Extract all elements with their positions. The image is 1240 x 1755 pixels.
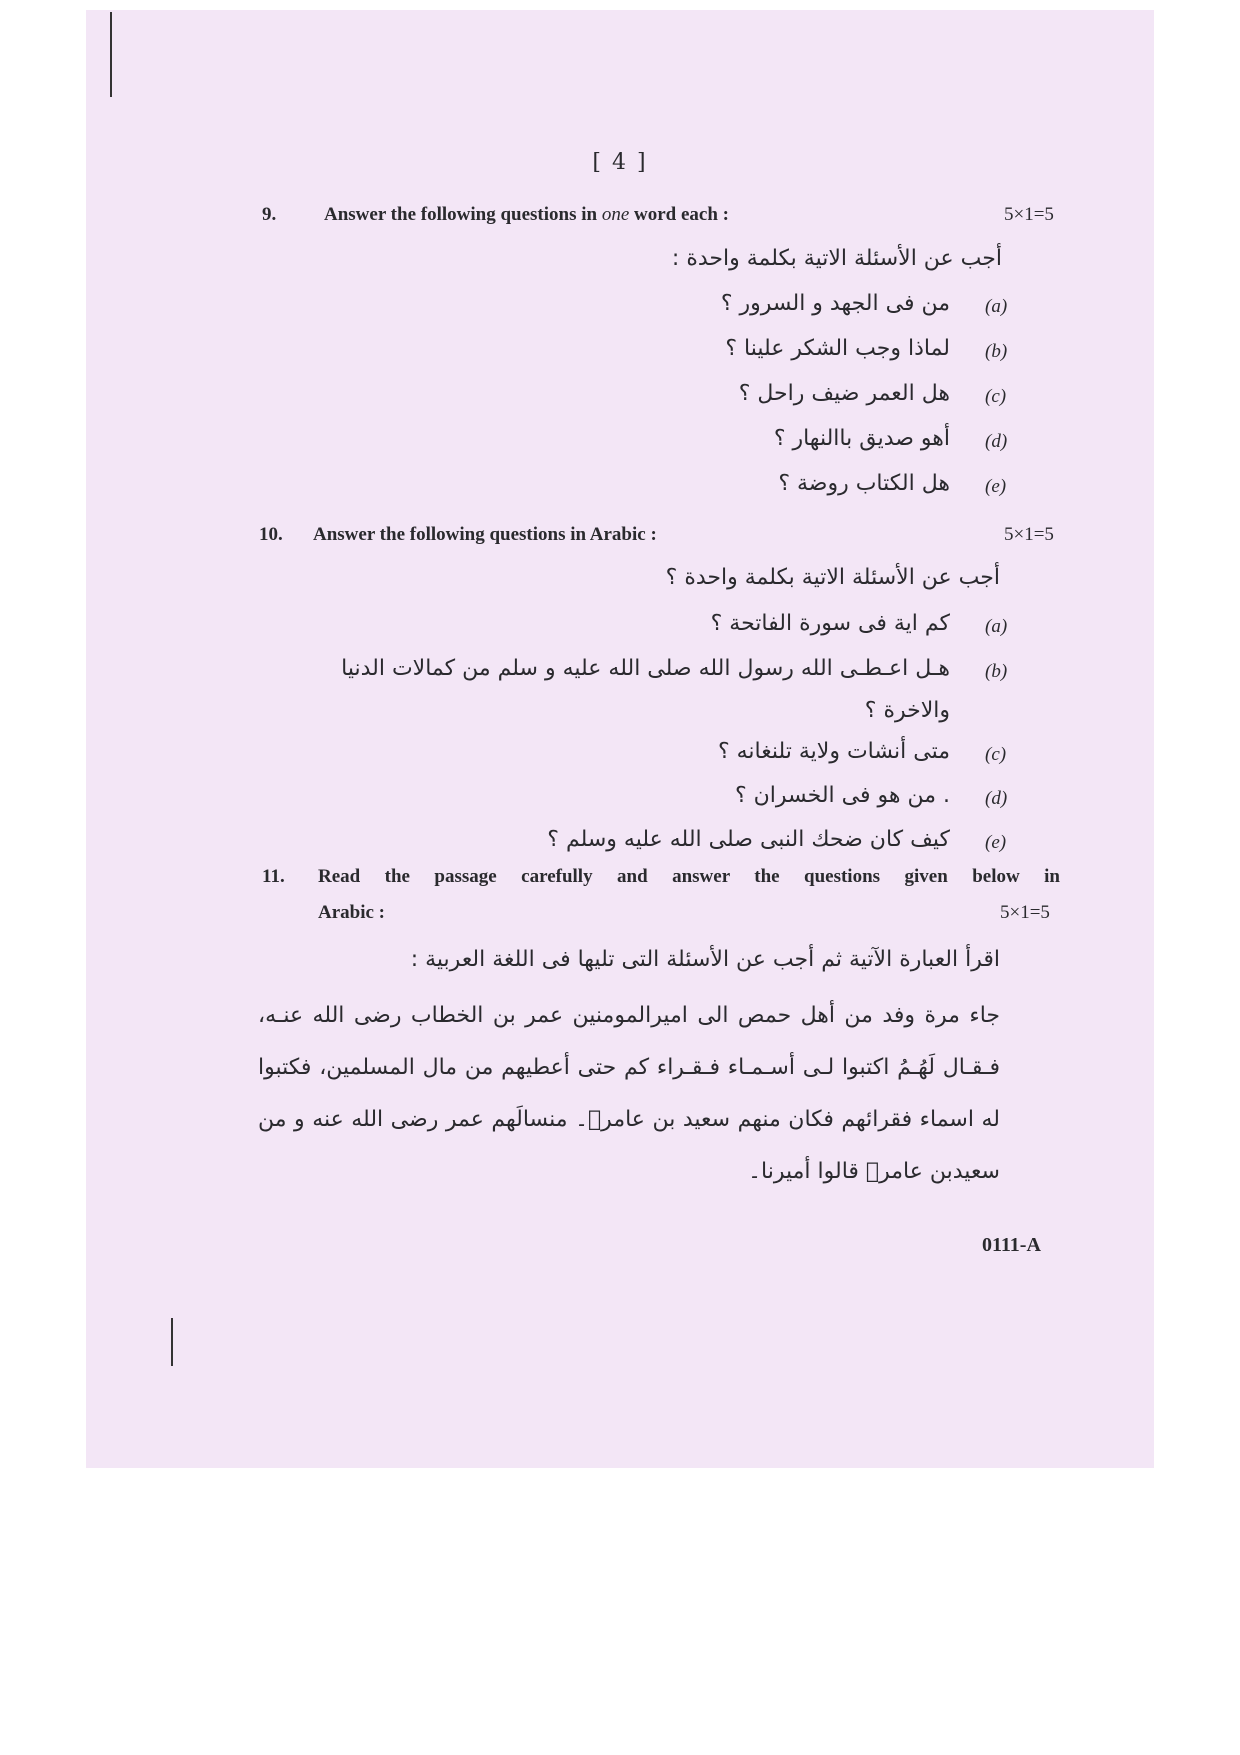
- q11-marks: 5×1=5: [1000, 902, 1050, 923]
- q10-item-b-text: هـل اعـطـى الله رسول الله صلى الله عليه و سلم من كمالات الدنيا: [341, 656, 950, 681]
- q11-number: 11.: [262, 866, 285, 887]
- q9-item-a-label: (a): [985, 296, 1008, 317]
- q9-item-c-text: هل العمر ضيف راحل ؟: [738, 381, 950, 406]
- q11-instruction-line1: Read the passage carefully and answer the questions given below in: [318, 866, 1060, 887]
- q10-item-a-label: (a): [985, 616, 1008, 637]
- q10-number: 10.: [259, 524, 283, 545]
- q10-item-d-text: . من هو فى الخسران ؟: [734, 783, 950, 808]
- q9-arabic-instruction: أجب عن الأسئلة الاتية بكلمة واحدة :: [671, 246, 1002, 271]
- q10-item-d-label: (d): [985, 788, 1008, 809]
- q9-item-d-label: (d): [985, 431, 1008, 452]
- q11-instruction-line2: Arabic :: [318, 902, 386, 923]
- page-number: [ 4 ]: [592, 150, 648, 175]
- q9-item-b-label: (b): [985, 341, 1008, 362]
- paper-code: 0111-A: [982, 1234, 1041, 1256]
- q10-item-a-text: كم اية فى سورة الفاتحة ؟: [710, 611, 950, 636]
- q11-passage: جاء مرة وفد من أهل حمص الى اميرالمومنين عمر بن الخطاب رضى الله عنـه، فـقـال لَهُـمُ اكتبوا لـى أسـمـاء فـقـراء كم حتى أعطيهم من مال المسلمين، فكتبوا له اسماء فقرائهم فكان منهم سعيد بن عامرؓ۔ منسالَهم عمر رضى الله عنه و من سعيدبن عامرؓ قالوا أميرنا۔: [258, 1003, 1000, 1184]
- q9-item-a-text: من فى الجهد و السرور ؟: [720, 291, 950, 316]
- q9-item-d-text: أهو صديق باالنهار ؟: [773, 426, 950, 451]
- q10-item-e-text: كيف كان ضحك النبى صلى الله عليه وسلم ؟: [547, 827, 950, 852]
- q10-instruction: Answer the following questions in Arabic :: [313, 524, 657, 545]
- q11-arabic-instruction: اقرأ العبارة الآتية ثم أجب عن الأسئلة التى تليها فى اللغة العربية :: [410, 947, 1000, 972]
- q9-marks: 5×1=5: [1004, 204, 1054, 225]
- scan-edge-line: [110, 12, 112, 97]
- q10-item-c-text: متى أنشات ولاية تلنغانه ؟: [717, 739, 950, 764]
- q10-marks: 5×1=5: [1004, 524, 1054, 545]
- q9-item-e-text: هل الكتاب روضة ؟: [778, 471, 950, 496]
- q10-item-e-label: (e): [985, 832, 1007, 853]
- q9-item-c-label: (c): [985, 386, 1007, 407]
- q10-arabic-instruction: أجب عن الأسئلة الاتية بكلمة واحدة ؟: [665, 565, 1000, 590]
- q10-item-b-text-cont: والاخرة ؟: [864, 698, 950, 723]
- q10-item-b-label: (b): [985, 661, 1008, 682]
- q9-item-b-text: لماذا وجب الشكر علينا ؟: [725, 336, 950, 361]
- q10-item-c-label: (c): [985, 744, 1007, 765]
- q9-item-e-label: (e): [985, 476, 1007, 497]
- q9-instruction: Answer the following questions in one word each :: [324, 204, 730, 225]
- scan-margin-mark: [171, 1318, 173, 1366]
- q9-number: 9.: [262, 204, 277, 225]
